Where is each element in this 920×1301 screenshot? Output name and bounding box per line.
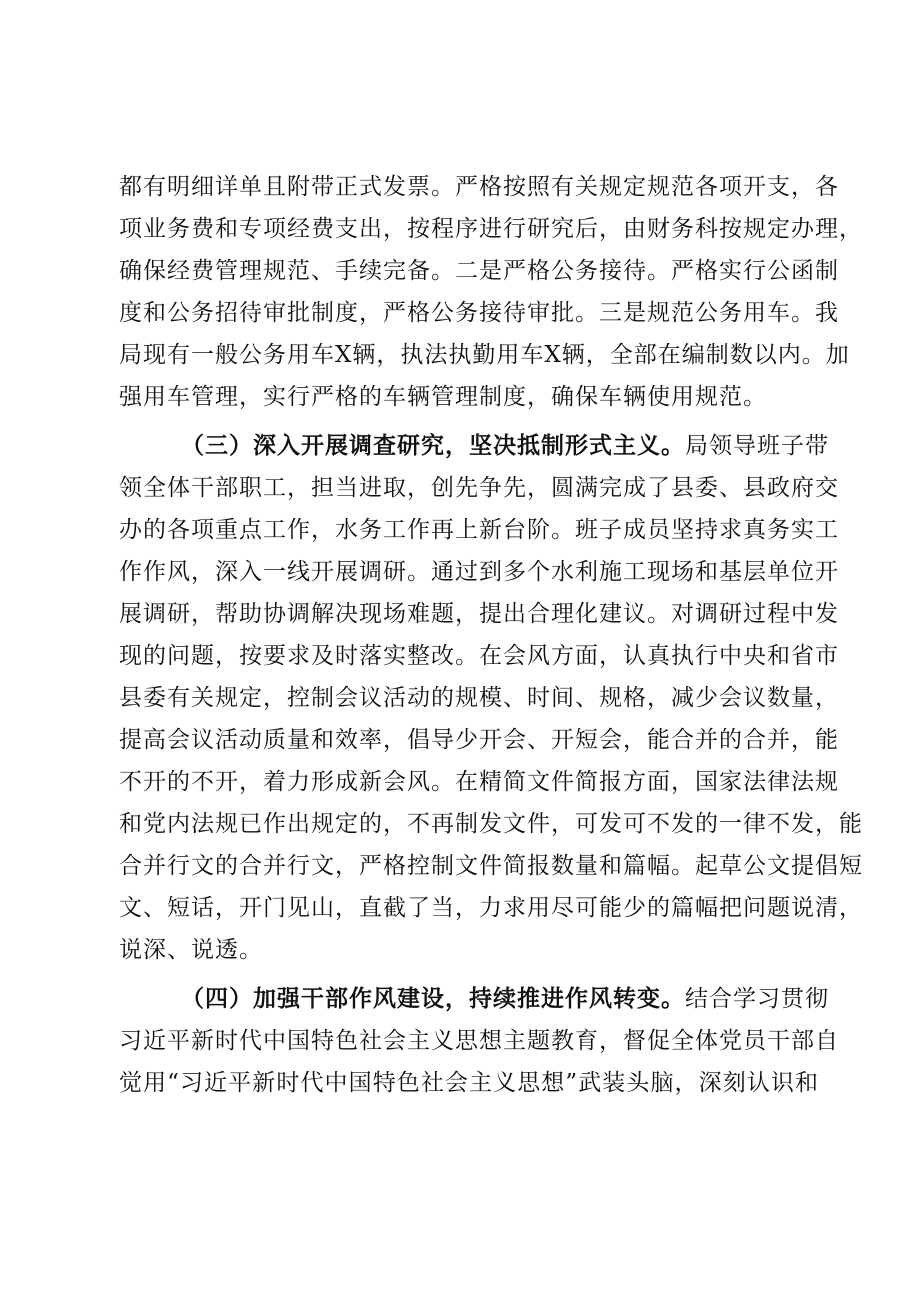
paragraph-line: 现的问题，按要求及时落实整改。在会风方面，认真执行中央和省市: [119, 643, 839, 669]
paragraph-line: 展调研，帮助协调解决现场难题，提出合理化建议。对调研过程中发: [119, 601, 839, 627]
paragraph-line: 合并行文的合并行文，严格控制文件简报数量和篇幅。起草公文提倡短: [119, 853, 863, 879]
paragraph-line: 作作风，深入一线开展调研。通过到多个水利施工现场和基层单位开: [119, 559, 839, 585]
paragraph-gap: [119, 418, 819, 425]
document-body: [119, 166, 863, 1104]
paragraph-gap: [119, 971, 819, 978]
section-heading: （三）深入开展调查研究，坚决抵制形式主义。: [181, 432, 685, 459]
paragraph-line: 强用车管理，实行严格的车辆管理制度，确保车辆使用规范。: [119, 384, 767, 410]
paragraph-line: 办的各项重点工作，水务工作再上新台阶。班子成员坚持求真务实工: [119, 517, 839, 543]
paragraph-line: 领全体干部职工，担当进取，创先争先，圆满完成了县委、县政府交: [119, 475, 839, 501]
paragraph-line: 说深、说透。: [119, 937, 263, 963]
paragraph-text: 局领导班子带: [685, 433, 829, 459]
paragraph-line: 觉用“习近平新时代中国特色社会主义思想”武装头脑，深刻认识和: [119, 1070, 819, 1096]
paragraph-line: 习近平新时代中国特色社会主义思想主题教育，督促全体党员干部自: [119, 1028, 839, 1054]
paragraph-line: 文、短话，开门见山，直截了当，力求用尽可能少的篇幅把问题说清，: [119, 895, 863, 921]
paragraph-line: 提高会议活动质量和效率，倡导少开会、开短会，能合并的合并，能: [119, 727, 839, 753]
section-heading: （四）加强干部作风建设，持续推进作风转变。: [181, 985, 685, 1012]
paragraph-line: 都有明细详单且附带正式发票。严格按照有关规定规范各项开支，各: [119, 174, 839, 200]
paragraph-line: 局现有一般公务用车X辆，执法执勤用车X辆，全部在编制数以内。加: [119, 342, 850, 368]
paragraph-line: 县委有关规定，控制会议活动的规模、时间、规格，减少会议数量，: [119, 685, 839, 711]
paragraph-line: 项业务费和专项经费支出，按程序进行研究后，由财务科按规定办理，: [119, 216, 863, 242]
paragraph-first-line: [119, 978, 829, 1020]
paragraph-line: 确保经费管理规范、手续完备。二是严格公务接待。严格实行公函制: [119, 258, 839, 284]
paragraph-line: 不开的不开，着力形成新会风。在精简文件简报方面，国家法律法规: [119, 769, 839, 795]
paragraph-text: 结合学习贯彻: [685, 986, 829, 1012]
paragraph-first-line: [119, 425, 829, 467]
paragraph-line: 和党内法规已作出规定的，不再制发文件，可发可不发的一律不发，能: [119, 811, 863, 837]
paragraph-line: 度和公务招待审批制度，严格公务接待审批。三是规范公务用车。我: [119, 300, 839, 326]
